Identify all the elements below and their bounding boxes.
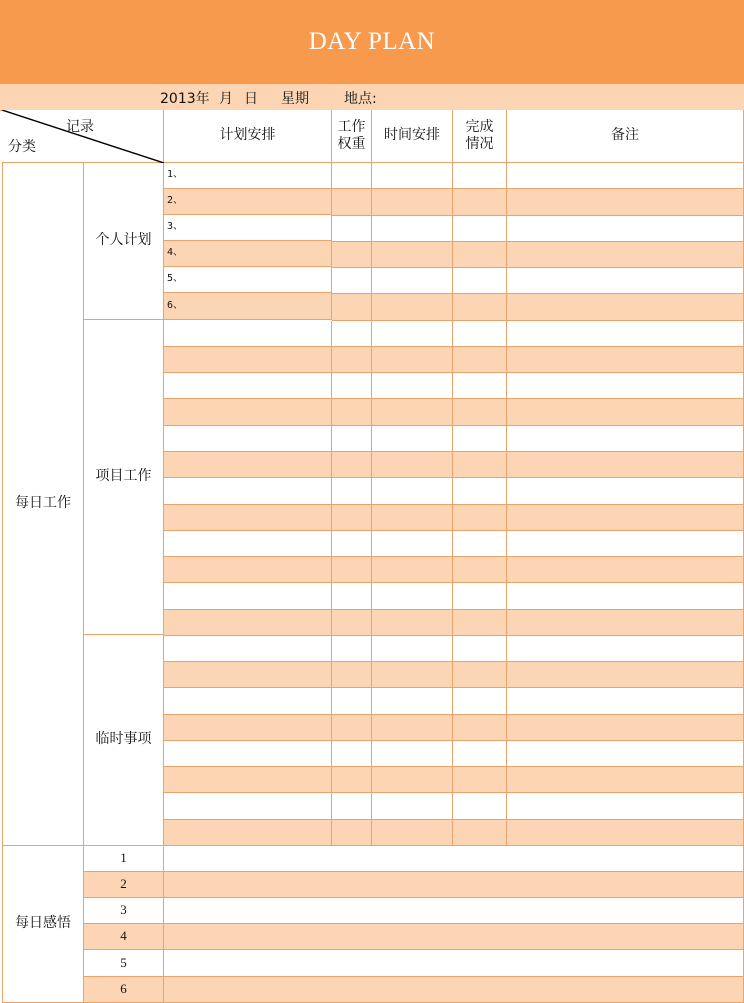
record-label: 记录 <box>66 119 94 135</box>
note-cell[interactable] <box>507 583 744 610</box>
time-cell[interactable] <box>372 242 453 268</box>
weight-cell[interactable] <box>332 505 372 531</box>
weight-cell[interactable] <box>332 216 372 242</box>
reflection-entry-5[interactable] <box>164 950 744 977</box>
status-cell[interactable] <box>453 767 507 793</box>
note-cell[interactable] <box>507 399 744 426</box>
day-label: 日 <box>244 91 258 107</box>
status-cell[interactable] <box>453 820 507 846</box>
status-cell[interactable] <box>453 189 507 216</box>
time-cell[interactable] <box>372 505 453 531</box>
weight-cell[interactable] <box>332 531 372 557</box>
note-cell[interactable] <box>507 452 744 478</box>
time-cell[interactable] <box>372 294 453 321</box>
note-cell[interactable] <box>507 610 744 636</box>
time-cell[interactable] <box>372 216 453 242</box>
plan-cell[interactable] <box>164 452 332 478</box>
plan-item-6[interactable]: 6、 <box>164 293 332 320</box>
plan-cell[interactable] <box>164 636 332 662</box>
status-cell[interactable] <box>453 557 507 583</box>
reflection-number-3: 3 <box>84 898 164 924</box>
weight-cell[interactable] <box>332 452 372 478</box>
section-daily-work: 每日工作 <box>2 163 84 846</box>
time-cell[interactable] <box>372 820 453 846</box>
plan-cell[interactable] <box>164 583 332 610</box>
reflection-number-5: 5 <box>84 950 164 977</box>
plan-cell[interactable] <box>164 399 332 426</box>
reflection-number-2: 2 <box>84 872 164 898</box>
plan-item-4[interactable]: 4、 <box>164 241 332 267</box>
status-cell[interactable] <box>453 242 507 268</box>
group-project-work: 项目工作 <box>84 320 164 635</box>
plan-cell[interactable] <box>164 820 332 846</box>
weight-cell[interactable] <box>332 741 372 767</box>
weight-cell[interactable] <box>332 163 372 189</box>
weight-cell[interactable] <box>332 478 372 505</box>
weight-cell[interactable] <box>332 294 372 321</box>
time-cell[interactable] <box>372 715 453 741</box>
plan-cell[interactable] <box>164 426 332 452</box>
note-cell[interactable] <box>507 793 744 820</box>
plan-cell[interactable] <box>164 478 332 505</box>
note-cell[interactable] <box>507 321 744 347</box>
status-cell[interactable] <box>453 741 507 767</box>
reflection-number-1: 1 <box>84 846 164 872</box>
status-cell[interactable] <box>453 321 507 347</box>
time-cell[interactable] <box>372 662 453 688</box>
weight-cell[interactable] <box>332 636 372 662</box>
weight-cell[interactable] <box>332 268 372 294</box>
weight-cell[interactable] <box>332 793 372 820</box>
plan-cell[interactable] <box>164 505 332 531</box>
note-cell[interactable] <box>507 767 744 793</box>
time-cell[interactable] <box>372 636 453 662</box>
plan-cell[interactable] <box>164 662 332 688</box>
weight-cell[interactable] <box>332 610 372 636</box>
plan-cell[interactable] <box>164 793 332 820</box>
status-cell[interactable] <box>453 294 507 321</box>
weight-cell[interactable] <box>332 321 372 347</box>
plan-cell[interactable] <box>164 610 332 636</box>
group-temp-items: 临时事项 <box>84 635 164 846</box>
plan-cell[interactable] <box>164 688 332 715</box>
weight-cell[interactable] <box>332 189 372 216</box>
note-cell[interactable] <box>507 163 744 189</box>
weekday-label: 星期 <box>281 91 309 107</box>
section-reflection: 每日感悟 <box>2 846 84 1003</box>
time-cell[interactable] <box>372 688 453 715</box>
status-cell[interactable] <box>453 715 507 741</box>
header-note: 备注 <box>507 110 744 163</box>
weight-cell[interactable] <box>332 715 372 741</box>
status-cell[interactable] <box>453 426 507 452</box>
status-cell[interactable] <box>453 399 507 426</box>
plan-item-5[interactable]: 5、 <box>164 267 332 293</box>
status-cell[interactable] <box>453 163 507 189</box>
plan-cell[interactable] <box>164 531 332 557</box>
plan-cell[interactable] <box>164 715 332 741</box>
plan-cell[interactable] <box>164 347 332 373</box>
reflection-entry-4[interactable] <box>164 924 744 950</box>
time-cell[interactable] <box>372 478 453 505</box>
reflection-entry-2[interactable] <box>164 872 744 898</box>
time-cell[interactable] <box>372 373 453 399</box>
weight-cell[interactable] <box>332 820 372 846</box>
plan-item-1[interactable]: 1、 <box>164 163 332 189</box>
status-cell[interactable] <box>453 793 507 820</box>
time-cell[interactable] <box>372 452 453 478</box>
header-status: 完成情况 <box>453 110 507 163</box>
time-cell[interactable] <box>372 347 453 373</box>
status-cell[interactable] <box>453 505 507 531</box>
note-cell[interactable] <box>507 189 744 216</box>
plan-cell[interactable] <box>164 557 332 583</box>
note-cell[interactable] <box>507 478 744 505</box>
status-cell[interactable] <box>453 636 507 662</box>
category-label: 分类 <box>8 139 36 155</box>
plan-cell[interactable] <box>164 321 332 347</box>
weight-cell[interactable] <box>332 662 372 688</box>
time-cell[interactable] <box>372 163 453 189</box>
note-cell[interactable] <box>507 662 744 688</box>
note-cell[interactable] <box>507 741 744 767</box>
weight-cell[interactable] <box>332 557 372 583</box>
group-personal-plan: 个人计划 <box>84 163 164 320</box>
status-cell[interactable] <box>453 268 507 294</box>
note-cell[interactable] <box>507 268 744 294</box>
note-cell[interactable] <box>507 216 744 242</box>
reflection-entry-6[interactable] <box>164 977 744 1003</box>
weight-cell[interactable] <box>332 373 372 399</box>
reflection-entry-3[interactable] <box>164 898 744 924</box>
time-cell[interactable] <box>372 531 453 557</box>
note-cell[interactable] <box>507 820 744 846</box>
status-cell[interactable] <box>453 531 507 557</box>
weight-cell[interactable] <box>332 688 372 715</box>
time-cell[interactable] <box>372 321 453 347</box>
header-time: 时间安排 <box>372 110 453 163</box>
weight-cell[interactable] <box>332 347 372 373</box>
time-cell[interactable] <box>372 557 453 583</box>
time-cell[interactable] <box>372 741 453 767</box>
weight-cell[interactable] <box>332 242 372 268</box>
time-cell[interactable] <box>372 189 453 216</box>
note-cell[interactable] <box>507 557 744 583</box>
note-cell[interactable] <box>507 715 744 741</box>
reflection-number-4: 4 <box>84 924 164 950</box>
time-cell[interactable] <box>372 399 453 426</box>
time-cell[interactable] <box>372 793 453 820</box>
time-cell[interactable] <box>372 426 453 452</box>
note-cell[interactable] <box>507 373 744 399</box>
reflection-entry-1[interactable] <box>164 846 744 872</box>
weight-cell[interactable] <box>332 399 372 426</box>
note-cell[interactable] <box>507 636 744 662</box>
reflection-number-6: 6 <box>84 977 164 1003</box>
page-title: DAY PLAN <box>308 28 436 55</box>
time-cell[interactable] <box>372 583 453 610</box>
time-cell[interactable] <box>372 767 453 793</box>
status-cell[interactable] <box>453 216 507 242</box>
header-plan: 计划安排 <box>164 110 332 163</box>
status-cell[interactable] <box>453 452 507 478</box>
status-cell[interactable] <box>453 478 507 505</box>
weight-cell[interactable] <box>332 583 372 610</box>
weight-cell[interactable] <box>332 426 372 452</box>
status-cell[interactable] <box>453 373 507 399</box>
header-diagonal-cell <box>2 110 164 163</box>
plan-item-3[interactable]: 3、 <box>164 215 332 241</box>
plan-item-2[interactable]: 2、 <box>164 189 332 215</box>
note-cell[interactable] <box>507 294 744 321</box>
header-weight: 工作权重 <box>332 110 372 163</box>
status-cell[interactable] <box>453 583 507 610</box>
plan-cell[interactable] <box>164 767 332 793</box>
time-cell[interactable] <box>372 610 453 636</box>
note-cell[interactable] <box>507 242 744 268</box>
plan-cell[interactable] <box>164 741 332 767</box>
status-cell[interactable] <box>453 662 507 688</box>
note-cell[interactable] <box>507 505 744 531</box>
note-cell[interactable] <box>507 347 744 373</box>
year-label: 2013年 <box>160 91 210 107</box>
place-label: 地点: <box>344 91 377 107</box>
note-cell[interactable] <box>507 688 744 715</box>
weight-cell[interactable] <box>332 767 372 793</box>
status-cell[interactable] <box>453 688 507 715</box>
note-cell[interactable] <box>507 426 744 452</box>
status-cell[interactable] <box>453 610 507 636</box>
time-cell[interactable] <box>372 268 453 294</box>
plan-cell[interactable] <box>164 373 332 399</box>
status-cell[interactable] <box>453 347 507 373</box>
month-label: 月 <box>219 91 233 107</box>
note-cell[interactable] <box>507 531 744 557</box>
